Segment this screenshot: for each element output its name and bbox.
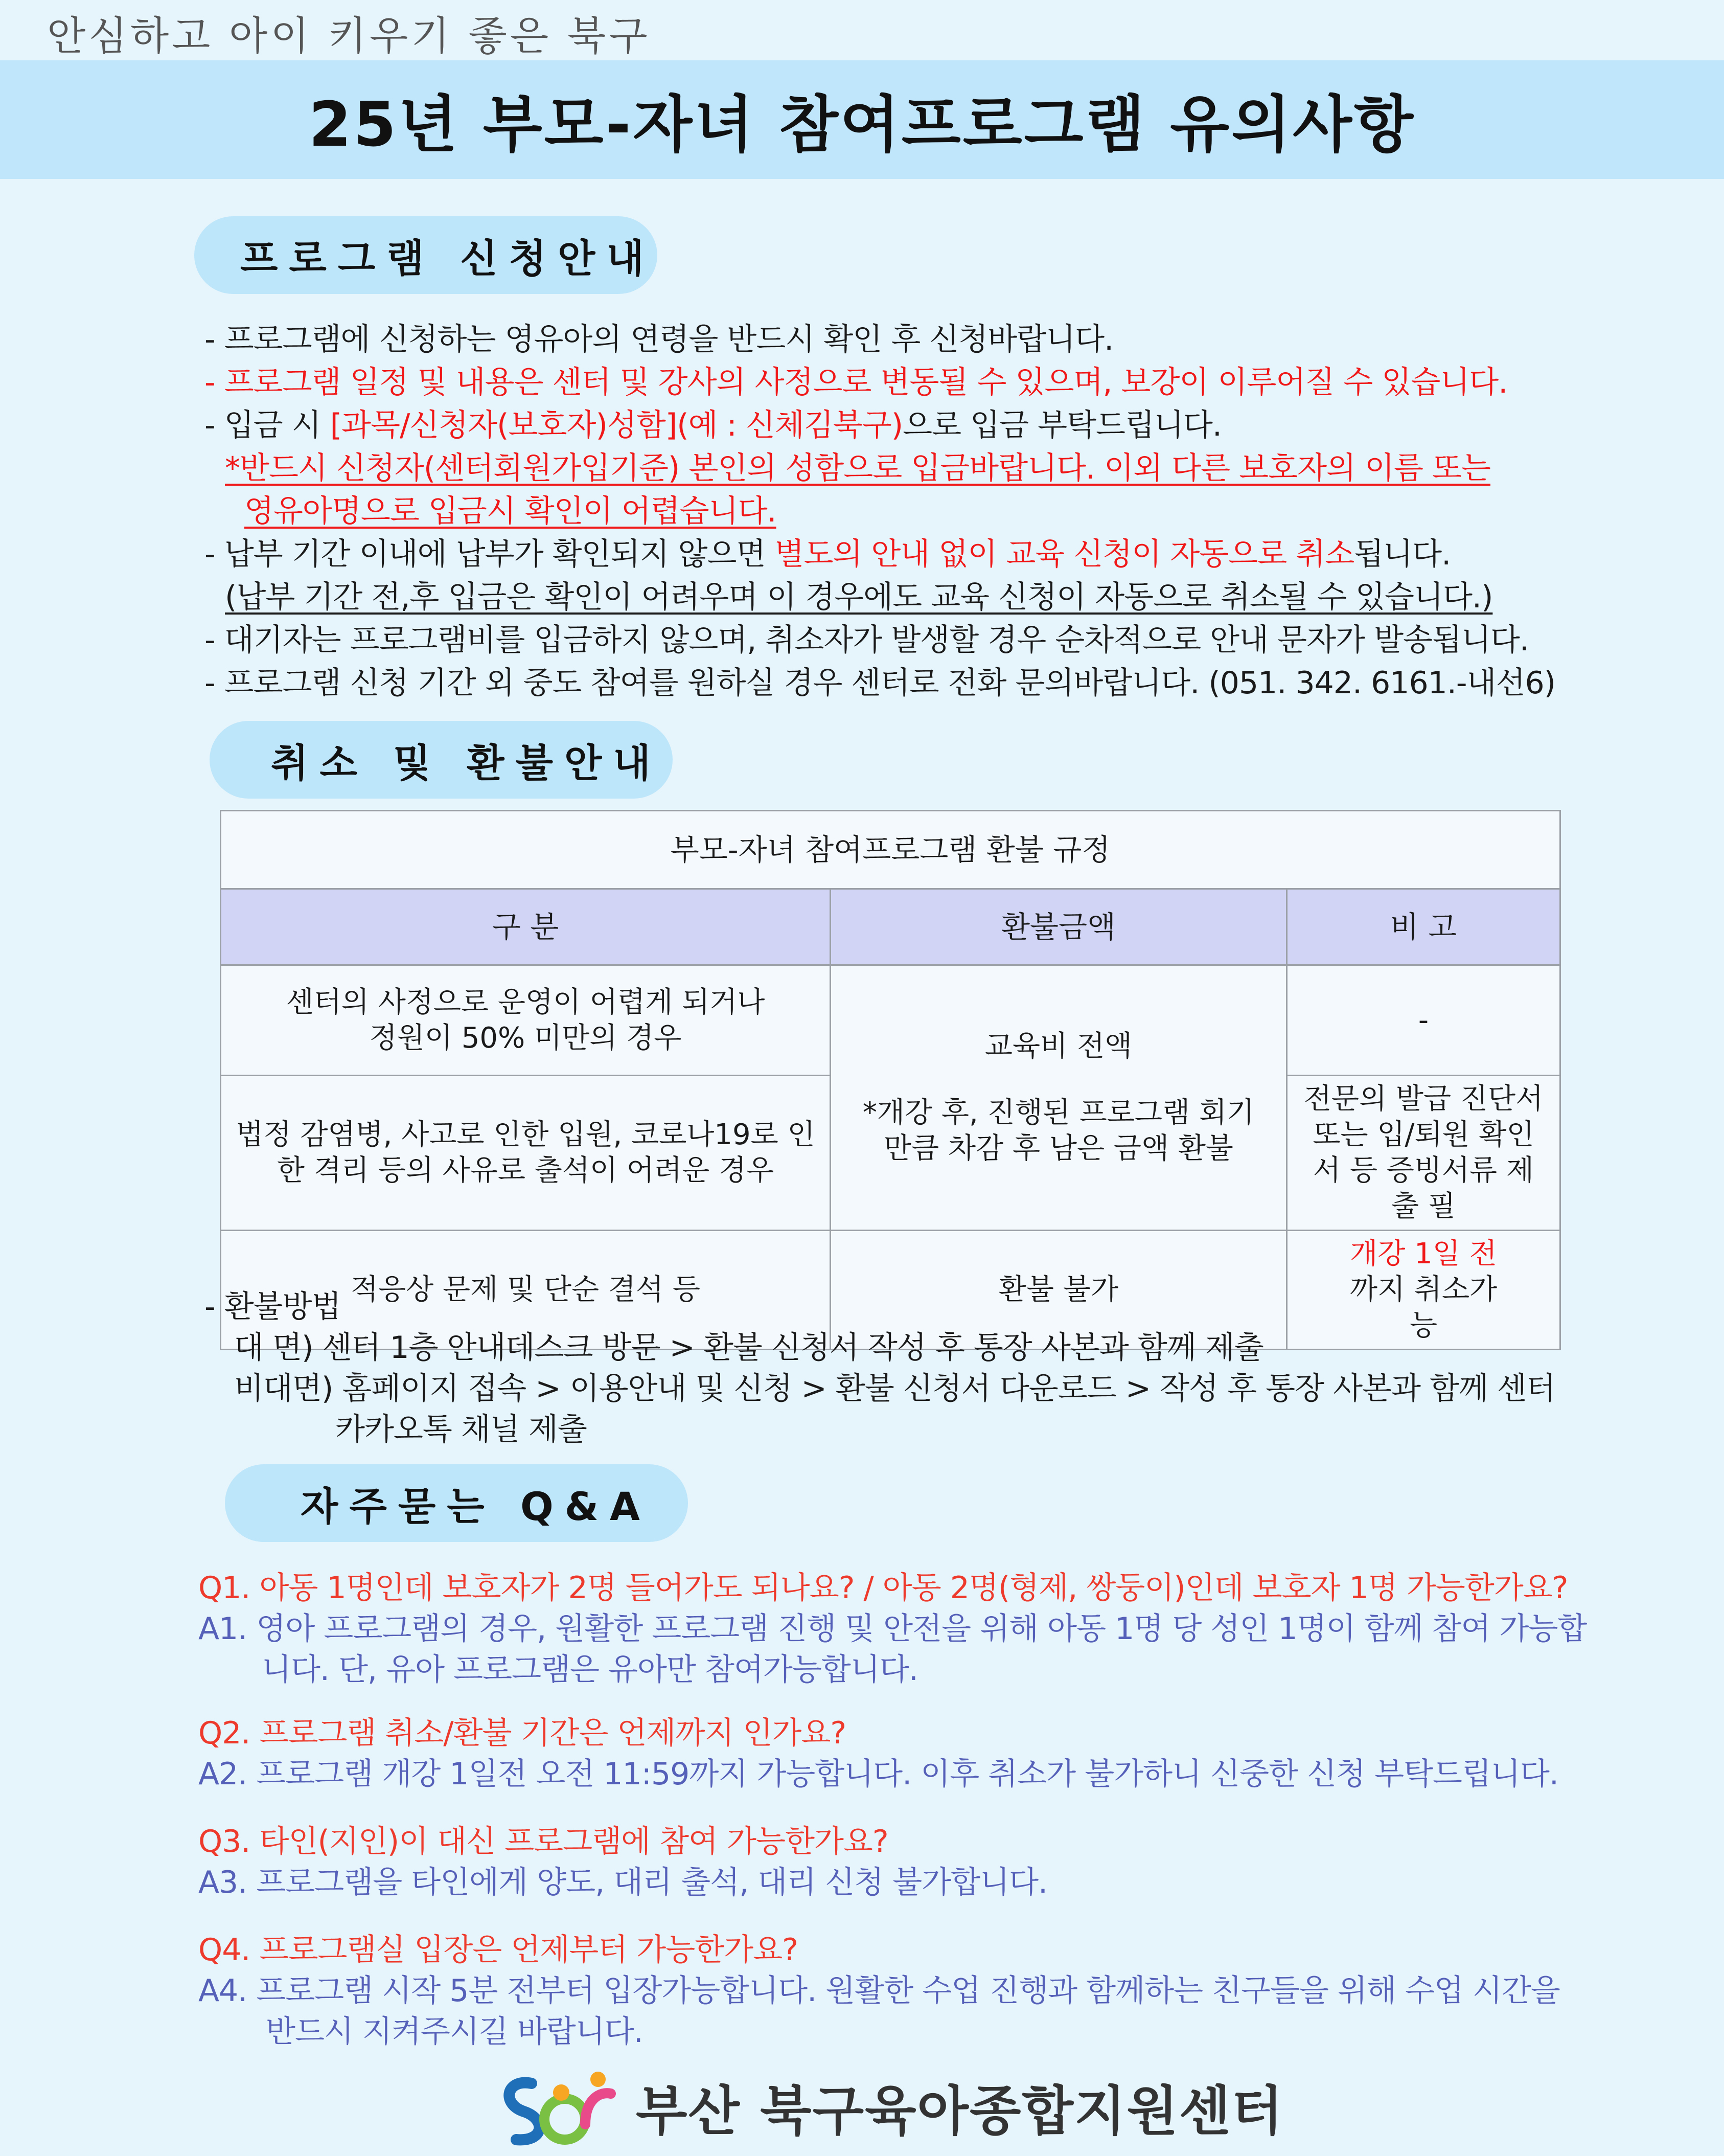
- faq-a3: A3. 프로그램을 타인에게 양도, 대리 출석, 대리 신청 불가합니다.: [198, 1865, 1048, 1900]
- center-name: 부산 북구육아종합지원센터: [636, 2080, 1284, 2142]
- row-3-category: 적응상 문제 및 단순 결석 등: [221, 1231, 831, 1350]
- faq-q3: Q3. 타인(지인)이 대신 프로그램에 참여 가능한가요?: [198, 1824, 888, 1859]
- refund-method-online-cont: 카카오톡 채널 제출: [335, 1412, 587, 1447]
- apply-line-3: [204, 401, 1222, 445]
- section-apply-heading: [194, 216, 657, 294]
- row-3-amount: 환불 불가: [831, 1231, 1287, 1350]
- row-3-note-rest: 까지 취소가능: [1349, 1273, 1498, 1342]
- slogan: 안심하고 아이 키우기 좋은 북구: [47, 13, 651, 59]
- faq-q2: Q2. 프로그램 취소/환불 기간은 언제까지 인가요?: [198, 1715, 846, 1751]
- apply-line-9: - 프로그램 신청 기간 외 중도 참여를 원하실 경우 센터로 전화 문의바랍니다. (051. 342. 6161.-내선6): [204, 665, 1556, 701]
- faq-q1: Q1. 아동 1명인데 보호자가 2명 들어가도 되나요? / 아동 2명(형제, 쌍둥이)인데 보호자 1명 가능한가요?: [198, 1570, 1568, 1606]
- faq-a1: A1. 영아 프로그램의 경우, 원활한 프로그램 진행 및 안전을 위해 아동 1명 당 성인 1명이 함께 참여 가능합: [198, 1611, 1587, 1647]
- apply-line-6-c: 됩니다.: [1354, 536, 1451, 572]
- footer: [496, 2066, 1284, 2147]
- merged-amount-cell: [831, 965, 1287, 1231]
- apply-line-1: - 프로그램에 신청하는 영유아의 연령을 반드시 확인 후 신청바랍니다.: [204, 322, 1114, 357]
- header-note: 비 고: [1287, 889, 1560, 965]
- apply-line-7: (납부 기간 전,후 입금은 확인이 어려우며 이 경우에도 교육 신청이 자동으로 취소될 수 있습니다.): [225, 579, 1493, 615]
- title-band: [0, 60, 1724, 179]
- page-title: 25년 부모-자녀 참여프로그램 유의사항: [309, 89, 1415, 161]
- refund-method-title: - 환불방법: [204, 1289, 341, 1325]
- header-category: 구 분: [221, 889, 831, 965]
- refund-table: [220, 810, 1561, 1350]
- apply-line-3-c: 으로 입금 부탁드립니다.: [903, 407, 1222, 443]
- refund-method-offline: 대 면) 센터 1층 안내데스크 방문 > 환불 신청서 작성 후 통장 사본과 함께 제출: [234, 1330, 1263, 1366]
- section-refund-label: 취소 및 환불안내: [271, 740, 662, 786]
- refund-method-online: 비대면) 홈페이지 접속 > 이용안내 및 신청 > 환불 신청서 다운로드 > 작성 후 통장 사본과 함께 센터: [234, 1371, 1555, 1406]
- row-3-note: [1287, 1231, 1560, 1350]
- section-apply-label: 프로그램 신청안내: [240, 235, 655, 281]
- section-faq-label: 자주묻는 Q&A: [301, 1483, 651, 1529]
- faq-a4-cont: 반드시 지켜주시길 바랍니다.: [266, 2014, 643, 2050]
- header-amount: 환불금액: [831, 889, 1287, 965]
- row-1-note: -: [1287, 965, 1560, 1076]
- merged-amount: 교육비 전액: [984, 1030, 1133, 1063]
- apply-line-6-a: - 납부 기간 이내에 납부가 확인되지 않으면: [204, 536, 775, 572]
- section-faq-heading: [225, 1464, 688, 1542]
- refund-table-caption: 부모-자녀 참여프로그램 환불 규정: [221, 811, 1560, 889]
- apply-line-2: - 프로그램 일정 및 내용은 센터 및 강사의 사정으로 변동될 수 있으며, 보강이 이루어질 수 있습니다.: [204, 365, 1508, 400]
- deposit-format: [과목/신청자(보호자)성함](예 : 신체김북구): [330, 407, 903, 443]
- row-3-note-red: 개강 1일 전: [1350, 1237, 1497, 1270]
- merged-amount-note: *개강 후, 진행된 프로그램 회기 만큼 차감 후 남은 금액 환불: [862, 1096, 1255, 1165]
- apply-line-8: - 대기자는 프로그램비를 입금하지 않으며, 취소자가 발생할 경우 순차적으로 안내 문자가 발송됩니다.: [204, 622, 1529, 658]
- apply-line-3-a: - 입금 시: [204, 407, 330, 443]
- center-logo-icon: [496, 2063, 618, 2150]
- faq-a4: A4. 프로그램 시작 5분 전부터 입장가능합니다. 원활한 수업 진행과 함께하는 친구들을 위해 수업 시간을: [198, 1973, 1560, 2009]
- faq-a2: A2. 프로그램 개강 1일전 오전 11:59까지 가능합니다. 이후 취소가 불가하니 신중한 신청 부탁드립니다.: [198, 1756, 1558, 1792]
- apply-line-6: [204, 530, 1451, 574]
- section-refund-heading: [210, 721, 673, 799]
- apply-line-5: 영유아명으로 입금시 확인이 어렵습니다.: [244, 493, 776, 529]
- row-2-category: 법정 감염병, 사고로 인한 입원, 코로나19로 인한 격리 등의 사유로 출석이 어려운 경우: [221, 1076, 831, 1231]
- auto-cancel-notice: 별도의 안내 없이 교육 신청이 자동으로 취소: [774, 536, 1354, 572]
- faq-a1-cont: 니다. 단, 유아 프로그램은 유아만 참여가능합니다.: [262, 1652, 918, 1688]
- faq-q4: Q4. 프로그램실 입장은 언제부터 가능한가요?: [198, 1932, 798, 1968]
- apply-line-4: *반드시 신청자(센터회원가입기준) 본인의 성함으로 입금바랍니다. 이외 다른 보호자의 이름 또는: [225, 450, 1490, 486]
- row-1-category: 센터의 사정으로 운영이 어렵게 되거나 정원이 50% 미만의 경우: [221, 965, 831, 1076]
- row-2-note: 전문의 발급 진단서 또는 입/퇴원 확인서 등 증빙서류 제출 필: [1287, 1076, 1560, 1231]
